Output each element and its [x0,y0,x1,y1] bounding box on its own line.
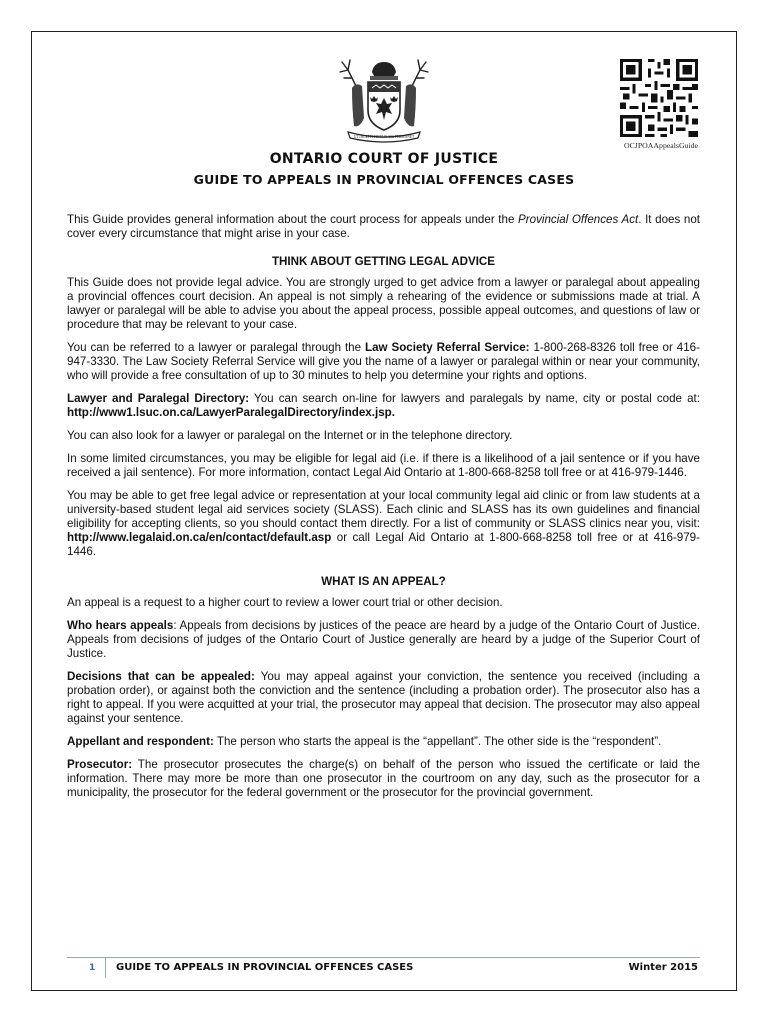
heading-what-is-appeal: WHAT IS AN APPEAL? [321,575,446,588]
paragraph-internet: You can also look for a lawyer or paralegal on the Internet or in the telephone directory. [67,429,513,442]
footer-date: Winter 2015 [628,962,698,973]
qr-code-icon [620,58,698,138]
paragraph-legal-aid: In some limited circumstances, you may be eligible for legal aid (i.e. if there is a likelihood of a jail sentence or if you have received a jail sentence). For more information, contact Legal Aid Ontario at 1-800-668-8258 toll free or at 416-979-1446. [67,452,700,479]
footer-title: GUIDE TO APPEALS IN PROVINCIAL OFFENCES CASES [116,962,414,973]
paragraph-prosecutor: Prosecutor: The prosecutor prosecutes the charge(s) on behalf of the person who issued the certificate or laid the information. There may more be more than one prosecutor in the courtroom on any day, such as the prosecutor for a municipality, the prosecutor for the federal government or the prosecutor for the provincial government. [67,758,700,799]
paragraph-decisions: Decisions that can be appealed: You may appeal against your conviction, the sentence you received (including a probation order), or against both the conviction and the sentence (including a probation order). The prosecutor also has a right to appeal. If you were acquitted at your trial, the prosecutor may appeal that decision. The prosecutor may also appeal against your sentence. [67,670,700,725]
document-body [67,213,700,809]
paragraph-appellant: Appellant and respondent: The person who starts the appeal is the “appellant”. The other side is the “respondent”. [67,735,662,748]
ontario-coat-of-arms-icon [334,48,434,144]
paragraph-who-hears: Who hears appeals: Appeals from decisions by justices of the peace are heard by a judge of the Ontario Court of Justice. Appeals from decisions of judges of the Ontario Court of Justice generally are heard by a judge of the Superior Court of Justice. [67,619,700,660]
intro-paragraph: This Guide provides general information about the court process for appeals under the Provincial Offences Act. It does not cover every circumstance that might arise in your case. [67,213,700,240]
paragraph-referral-service: You can be referred to a lawyer or paralegal through the Law Society Referral Service: 1-800-268-8326 toll free or 416-947-3330. The Law Society Referral Service will give you the name of a lawyer or paralegal within or near your community, who will provide a free consultation of up to 30 minutes to help you determine your rights and options. [67,341,700,382]
footer-divider [67,957,700,958]
page-footer [67,961,700,977]
court-name: ONTARIO COURT OF JUSTICE [269,151,499,167]
guide-title: GUIDE TO APPEALS IN PROVINCIAL OFFENCES CASES [193,172,575,187]
footer-separator [105,958,106,978]
legal-aid-link[interactable]: http://www.legalaid.on.ca/en/contact/default.asp [67,531,332,544]
page-number: 1 [89,963,96,973]
paragraph-appeal-definition: An appeal is a request to a higher court to review a lower court trial or other decision. [67,596,503,609]
paragraph-clinics: You may be able to get free legal advice or representation at your local community legal aid clinic or from law students at a university-based student legal aid services society (SLASS). Each clinic and SLASS has its own guidelines and financial eligibility for accepting clients, so you should contact them directly. For a list of community or SLASS clinics near you, visit: http://www.legalaid.on.ca/en/contact/default.asp or call Legal Aid Ontario at 1-800-668-8258 toll free or at 416-979-1446. [67,489,700,558]
qr-caption: OCJPOAAppealsGuide [623,141,699,150]
paragraph-legal-advice: This Guide does not provide legal advice. You are strongly urged to get advice from a lawyer or paralegal about appealing a provincial offences court decision. An appeal is not simply a rehearing of the evidence or submissions made at trial. A lawyer or paralegal will be able to advise you about the appeal process, possible appeal outcomes, and questions of law or procedure that may be relevant to your case. [67,276,700,331]
lsuc-directory-link[interactable]: http://www1.lsuc.on.ca/LawyerParalegalDirectory/index.jsp. [67,406,395,419]
svg-text:UT INCEPIT FIDELIS SIC PERMANE: UT INCEPIT FIDELIS SIC PERMANET [353,135,415,139]
heading-legal-advice: THINK ABOUT GETTING LEGAL ADVICE [271,255,496,268]
paragraph-directory: Lawyer and Paralegal Directory: You can search on-line for lawyers and paralegals by name, city or postal code at: http://www1.lsuc.on.ca/LawyerParalegalDirectory/index.jsp. [67,392,700,419]
act-name: Provincial Offences Act [518,213,639,226]
